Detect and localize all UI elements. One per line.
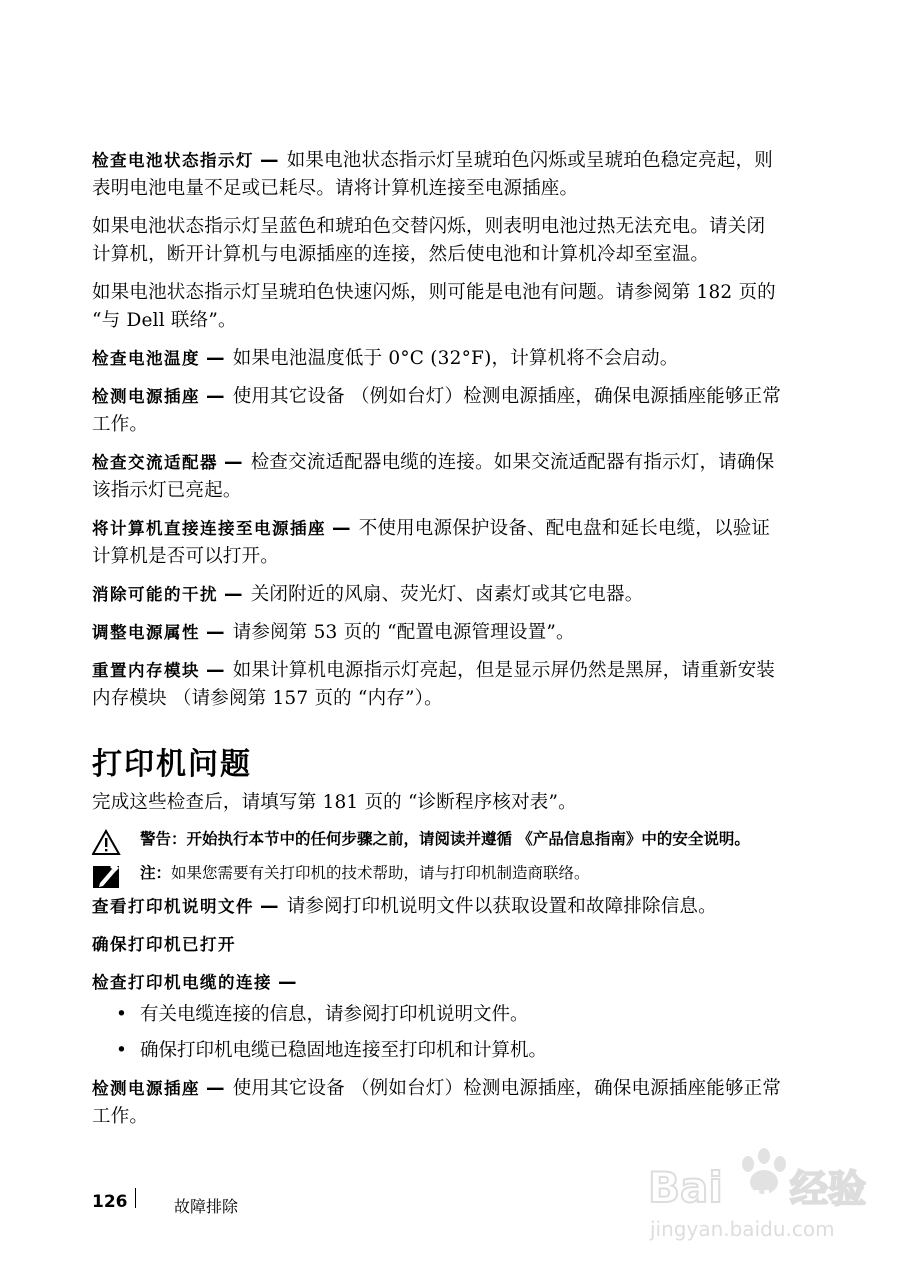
baidu-jingyan-watermark	[640, 1140, 890, 1250]
item-lead: 检测电源插座	[92, 1079, 200, 1098]
test-outlet-item	[92, 383, 782, 439]
printer-outlet-item	[92, 1075, 782, 1131]
bullet-icon: •	[116, 1004, 127, 1025]
printer-on-item	[92, 931, 782, 959]
item-text: 如果电池状态指示灯呈琥珀色快速闪烁，则可能是电池有问题。请参阅第 182 页的 “与 Dell 联络”。	[92, 282, 776, 331]
item-lead: 查看打印机说明文件	[92, 897, 254, 916]
cable-bullet-list	[92, 1001, 782, 1065]
em-dash: —	[206, 1078, 225, 1099]
note-label: 注：	[140, 864, 172, 882]
item-text: 不使用电源保护设备、配电盘和延长电缆，以验证计算机是否可以打开。	[92, 518, 771, 567]
item-text: 使用其它设备 （例如台灯）检测电源插座，确保电源插座能够正常工作。	[92, 386, 782, 435]
battery-temperature-item	[92, 345, 782, 373]
svg-text:jingyan.baidu.com: jingyan.baidu.com	[650, 1217, 835, 1241]
ac-adapter-item	[92, 449, 782, 505]
item-lead: 检查交流适配器	[92, 453, 218, 472]
interference-item	[92, 581, 782, 609]
warning-text: 开始执行本节中的任何步骤之前，请阅读并遵循 《产品信息指南》中的安全说明。	[186, 830, 750, 848]
note-text: 如果您需要有关打印机的技术帮助，请与打印机制造商联络。	[171, 864, 590, 882]
em-dash: —	[224, 584, 243, 605]
printer-cable-item	[92, 969, 782, 997]
item-text: 如果计算机电源指示灯亮起，但是显示屏仍然是黑屏，请重新安装内存模块 （请参阅第 157 页的 “内存”）。	[92, 660, 776, 709]
bullet-icon: •	[116, 1040, 127, 1061]
warning-label: 警告：	[140, 830, 187, 848]
item-text: 请参阅打印机说明文件以获取设置和故障排除信息。	[286, 896, 717, 917]
item-lead: 检查电池状态指示灯	[92, 151, 254, 170]
item-text: 如果电池温度低于 0°C (32°F)，计算机将不会启动。	[232, 348, 679, 369]
item-lead: 重置内存模块	[92, 661, 200, 680]
item-text: 请参阅第 53 页的 “配置电源管理设置”。	[232, 622, 575, 643]
list-item-text: 有关电缆连接的信息，请参阅打印机说明文件。	[140, 1004, 529, 1025]
item-lead: 确保打印机已打开	[92, 935, 236, 954]
section-heading: 打印机问题	[92, 747, 252, 782]
svg-text:du: du	[734, 1181, 772, 1211]
page-number: 126	[92, 1192, 128, 1212]
battery-light-alternate-item	[92, 213, 782, 269]
item-text: 检查交流适配器电缆的连接。如果交流适配器有指示灯，请确保该指示灯已亮起。	[92, 452, 775, 501]
svg-text:经验: 经验	[790, 1167, 867, 1211]
item-lead: 将计算机直接连接至电源插座	[92, 519, 326, 538]
em-dash: —	[278, 972, 297, 993]
svg-text:Bai: Bai	[648, 1163, 723, 1212]
list-item	[92, 1001, 782, 1029]
item-lead: 调整电源属性	[92, 623, 200, 642]
page-content	[92, 147, 782, 1141]
item-lead: 检查电池温度	[92, 349, 200, 368]
battery-light-fast-item	[92, 279, 782, 335]
em-dash: —	[206, 386, 225, 407]
footer-divider	[135, 1188, 136, 1208]
item-text: 如果电池状态指示灯呈琥珀色闪烁或呈琥珀色稳定亮起，则表明电池电量不足或已耗尽。请将计算机连接至电源插座。	[92, 150, 773, 199]
power-properties-item	[92, 619, 782, 647]
list-item	[92, 1037, 782, 1065]
list-item-text: 确保打印机电缆已稳固地连接至打印机和计算机。	[140, 1040, 548, 1061]
warning-notice	[92, 827, 782, 851]
footer-section-title: 故障排除	[174, 1197, 239, 1216]
section-intro: 完成这些检查后，请填写第 181 页的 “诊断程序核对表”。	[92, 792, 577, 813]
printer-docs-item	[92, 893, 782, 921]
note-pencil-icon	[92, 863, 128, 891]
em-dash: —	[260, 896, 279, 917]
em-dash: —	[224, 452, 243, 473]
item-text: 如果电池状态指示灯呈蓝色和琥珀色交替闪烁，则表明电池过热无法充电。请关闭计算机，断开计算机与电源插座的连接，然后使电池和计算机冷却至室温。	[92, 216, 766, 265]
em-dash: —	[206, 622, 225, 643]
item-lead: 消除可能的干扰	[92, 585, 218, 604]
battery-light-item	[92, 147, 782, 203]
warning-triangle-icon	[92, 829, 128, 857]
note-notice	[92, 861, 782, 885]
item-text: 使用其它设备 （例如台灯）检测电源插座，确保电源插座能够正常工作。	[92, 1078, 782, 1127]
em-dash: —	[206, 660, 225, 681]
item-lead: 检测电源插座	[92, 387, 200, 406]
item-lead: 检查打印机电缆的连接	[92, 973, 272, 992]
item-text: 关闭附近的风扇、荧光灯、卤素灯或其它电器。	[250, 584, 644, 605]
reseat-memory-item	[92, 657, 782, 713]
em-dash: —	[260, 150, 279, 171]
em-dash: —	[332, 518, 351, 539]
direct-connect-item	[92, 515, 782, 571]
em-dash: —	[206, 348, 225, 369]
